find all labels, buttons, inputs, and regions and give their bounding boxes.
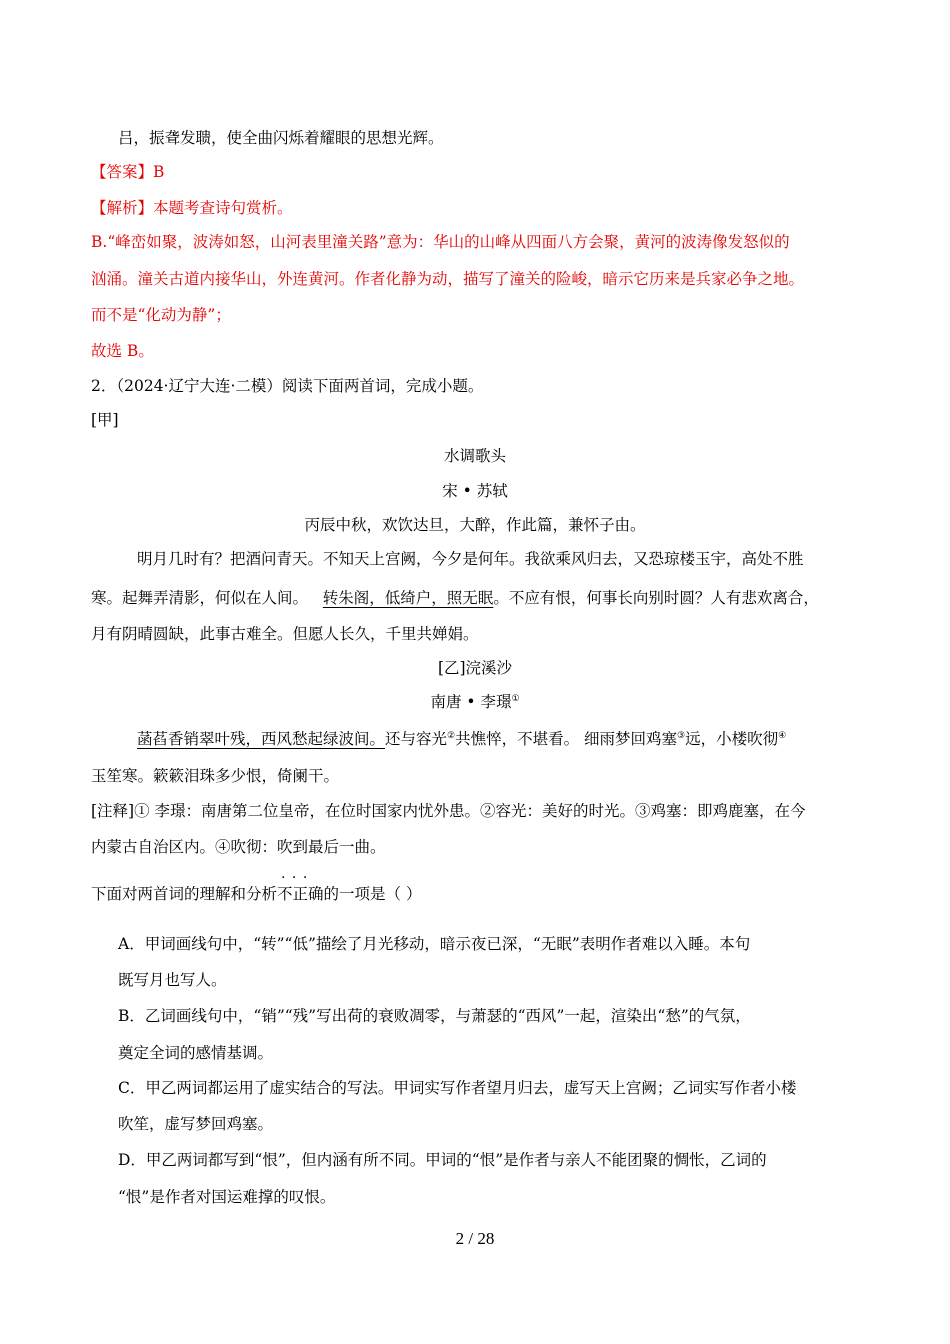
prompt-text: 下面对两首词的理解和分析 (91, 885, 278, 903)
part-a-tag: [甲] (91, 411, 119, 429)
option-c: C．甲乙两词都运用了虚实结合的写法。甲词实写作者望月归去，虚写天上宫阙；乙词实写作者小楼 (118, 1079, 797, 1097)
analysis-body-line: 而不是“化动为静”； (91, 306, 231, 324)
footnote-marker: ① (511, 694, 520, 704)
poem-b-line (137, 729, 786, 749)
poem-a-underlined-sentence: 转朱阁，低绮户，照无眠 (322, 589, 494, 607)
analysis-body-line: 汹涌。潼关古道内接华山，外连黄河。作者化静为动，描写了潼关的险峻，暗示它历来是兵家必争之地。 (91, 270, 805, 288)
option-b-cont: 奠定全词的感情基调。 (118, 1044, 274, 1062)
poem-b-text: 还与容光 (385, 730, 448, 748)
notes-line: [注释]① 李璟：南唐第二位皇帝，在位时国家内忧外患。②容光：美好的时光。③鸡塞：即鸡鹿塞，在今 (91, 802, 806, 820)
poem-b-text: 共憔悴，不堪看。 细雨梦回鸡塞 (455, 730, 678, 748)
answer-label: 【答案】 (91, 163, 154, 181)
poem-a-author: 宋 • 苏轼 (442, 482, 508, 500)
analysis-body-line: B.“峰峦如聚，波涛如怒，山河表里潼关路”意为：华山的山峰从四面八方会聚，黄河的波涛像发怒似的 (91, 233, 790, 251)
page-number: 2 / 28 (455, 1229, 495, 1248)
question-stem: 2．（2024·辽宁大连·二模）阅读下面两首词，完成小题。 (91, 377, 484, 395)
analysis-line (91, 198, 293, 218)
poem-b-underlined-sentence: 菡萏香销翠叶残，西风愁起绿波间。 (137, 730, 386, 748)
option-b: B．乙词画线句中，“销”“残”写出荷的衰败凋零，与萧瑟的“西风”一起，渲染出“愁”的气氛， (118, 1007, 751, 1025)
prompt-text: 的一项是（ ） (323, 885, 422, 903)
analysis-text: 本题考查诗句赏析。 (153, 199, 293, 217)
poem-a-preface: 丙辰中秋，欢饮达旦，大醉，作此篇，兼怀子由。 (304, 516, 646, 534)
option-a-cont: 既写月也写人。 (118, 971, 227, 989)
analysis-conclusion: 故选 B。 (91, 342, 154, 360)
poem-a-text: 寒。起舞弄清影，何似在人间。 (91, 589, 309, 607)
poem-b-line: 玉笙寒。簌簌泪珠多少恨，倚阑干。 (91, 767, 340, 785)
option-a: A．甲词画线句中，“转”“低”描绘了月光移动，暗示夜已深，“无眠”表明作者难以入睡。本句 (118, 935, 751, 953)
poem-a-title: 水调歌头 (443, 447, 506, 465)
answer-value: B (153, 163, 165, 181)
prompt-emphasis: · · · 不正确 (277, 884, 324, 904)
footnote-marker: ④ (778, 731, 787, 741)
poem-a-text: 。不应有恨，何事长向别时圆？人有悲欢离合， (493, 589, 819, 607)
option-d-cont: “恨”是作者对国运难撑的叹恨。 (118, 1188, 336, 1206)
question-prompt (91, 884, 421, 904)
poem-b-author (0, 692, 950, 712)
poem-a-line (91, 588, 819, 608)
footnote-marker: ② (447, 731, 456, 741)
footnote-marker: ③ (677, 731, 686, 741)
notes-line: 内蒙古自治区内。④吹彻：吹到最后一曲。 (91, 838, 386, 856)
poem-a-line: 月有阴晴圆缺，此事古难全。但愿人长久，千里共婵娟。 (91, 625, 479, 643)
poem-b-title: [乙]浣溪沙 (437, 659, 513, 677)
poem-b-author-name: 南唐 • 李璟 (430, 693, 512, 711)
option-c-cont: 吹笙，虚写梦回鸡塞。 (118, 1115, 274, 1133)
analysis-label: 【解析】 (91, 199, 154, 217)
previous-answer-line: 吕，振聋发聩，使全曲闪烁着耀眼的思想光辉。 (118, 129, 444, 147)
poem-a-line: 明月几时有？把酒问青天。不知天上宫阙，今夕是何年。我欲乘风归去，又恐琼楼玉宇，高处不胜 (137, 550, 804, 568)
poem-b-text: 远，小楼吹彻 (685, 730, 779, 748)
answer-line (91, 162, 164, 182)
option-d: D．甲乙两词都写到“恨”，但内涵有所不同。甲词的“恨”是作者与亲人不能团聚的惆怅，乙词的 (118, 1151, 767, 1169)
